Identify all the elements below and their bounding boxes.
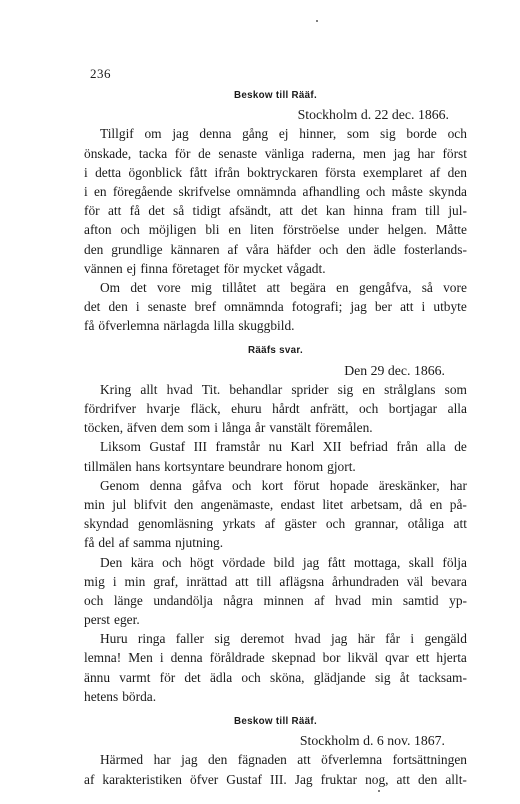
text-line: Tillgif om jag denna gång ej hinner, som sig borde och xyxy=(100,126,467,142)
text-line: af karakteristiken öfver Gustaf III. Jag fruktar nog, att den allt- xyxy=(84,771,467,787)
text-line: få öfverlemna närlagda lilla skuggbild. xyxy=(84,318,295,334)
text-line: skyndad genomläsning yrkats af gäster och grannar, otåliga att xyxy=(84,516,467,532)
text-line: Härmed har jag den fägnaden att öfverlemna fortsättningen xyxy=(100,752,467,768)
letter-dateline: Stockholm d. 22 dec. 1866. xyxy=(297,107,449,123)
text-line: det den i senaste bref omnämnda fotografi; jag ber att i utbyte xyxy=(84,299,467,315)
text-line: den grundlige kännaren af våra häfder och den ädle fosterlands- xyxy=(84,241,467,257)
text-line: hetens börda. xyxy=(84,688,157,704)
text-line: Den kära och högt vördade bild jag fått mottaga, skall följa xyxy=(100,554,467,570)
letter-heading: Beskow till Rääf. xyxy=(234,90,317,101)
text-line: önskade, tacka för de senaste vänliga raderna, men jag har först xyxy=(84,145,467,161)
print-speck xyxy=(316,20,318,22)
text-line: perst eger. xyxy=(84,612,140,628)
letter-heading: Beskow till Rääf. xyxy=(234,716,317,727)
text-line: mig i min graf, inrättad att till aflägsna århundraden väl bevara xyxy=(84,573,467,589)
text-line: Om det vore mig tillåtet att begära en gengåfva, så vore xyxy=(100,279,467,295)
letters-text xyxy=(84,86,467,789)
text-line: i detta ögonblick fått ifrån boktryckaren första exemplaret af den xyxy=(84,164,467,180)
text-line: Genom denna gåfva och kort förut hopade äreskänker, har xyxy=(100,477,467,493)
text-line: vännen ej finna företaget för mycket vågadt. xyxy=(84,260,326,276)
text-line: lemna! Men i denna föråldrade skepnad bor likväl qvar ett hjerta xyxy=(84,650,467,666)
text-line: få del af samma njutning. xyxy=(84,535,224,551)
text-line: i en föregående skrifvelse omnämnda afhandling och måste skynda xyxy=(84,183,467,199)
text-line: Liksom Gustaf III framstår nu Karl XII befriad från alla de xyxy=(100,439,467,455)
text-line: Huru ringa faller sig deremot hvad jag här får i gengäld xyxy=(100,631,467,647)
text-line: tillmälen hans kortsyntare beundrare honom gjort. xyxy=(84,458,356,474)
page-number: 236 xyxy=(90,66,111,81)
text-line: ännu varmt för det ädla och sköna, glädjande sig åt tacksam- xyxy=(84,669,467,685)
letter-dateline: Den 29 dec. 1866. xyxy=(344,362,445,378)
text-line: Kring allt hvad Tit. behandlar sprider sig en strålglans som xyxy=(100,381,467,397)
letter-heading: Rääfs svar. xyxy=(247,345,304,357)
letter-dateline: Stockholm d. 6 nov. 1867. xyxy=(299,733,445,749)
text-line: min jul blifvit den angenämaste, endast litet arbetsam, då en på- xyxy=(84,496,467,512)
print-speck xyxy=(378,790,380,792)
text-line: fördrifver hvarje fläck, ehuru hårdt anfrätt, och bortjagar alla xyxy=(84,401,467,416)
text-line: för att få det så tidigt afsändt, att det kan hinna fram till jul- xyxy=(84,203,467,219)
text-line: töcken, äfven dem som i långa år vanstält föremålen. xyxy=(84,420,373,436)
text-line: och länge undandölja några minnen af hvad min samtid yp- xyxy=(84,592,467,608)
text-line: afton och möjligen bli en liten förströelse under helgen. Måtte xyxy=(84,222,467,238)
